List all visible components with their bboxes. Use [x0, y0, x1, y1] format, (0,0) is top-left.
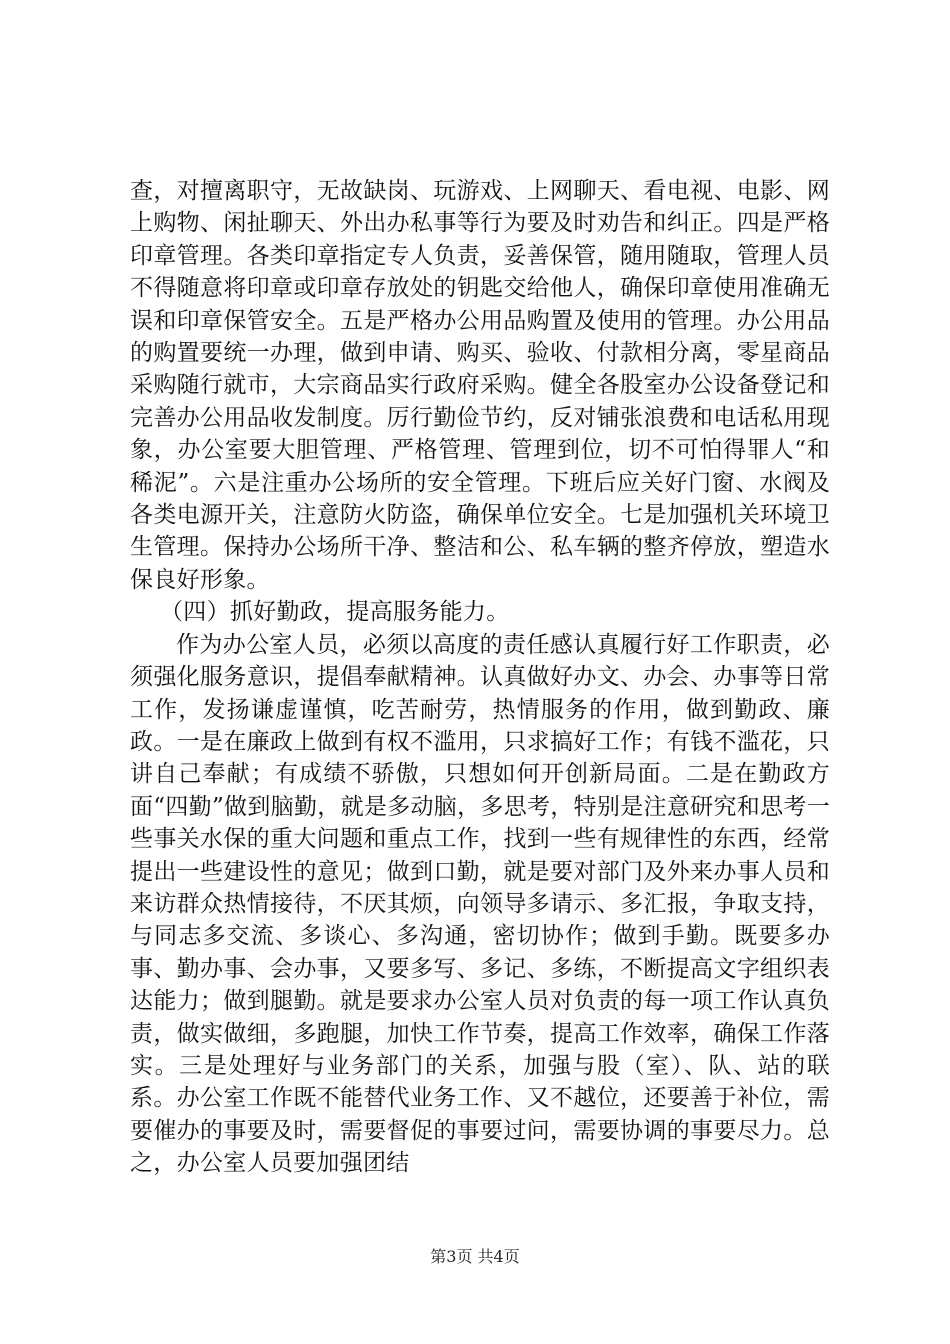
- body-paragraph: 作为办公室人员，必须以高度的责任感认真履行好工作职责，必须强化服务意识，提倡奉献精神。认真做好办文、办会、办事等日常工作，发扬谦虚谨慎，吃苦耐劳，热情服务的作用，做到勤政、廉政。一是在廉政上做到有权不滥用，只求搞好工作；有钱不滥花，只讲自己奉献；有成绩不骄傲，只想如何开创新局面。二是在勤政方面“四勤”做到脑勤，就是多动脑，多思考，特别是注意研究和思考一些事关水保的重大问题和重点工作，找到一些有规律性的东西，经常提出一些建设性的意见；做到口勤，就是要对部门及外来办事人员和来访群众热情接待，不厌其烦，向领导多请示、多汇报，争取支持，与同志多交流、多谈心、多沟通，密切协作；做到手勤。既要多办事、勤办事、会办事，又要多写、多记、多练，不断提高文字组织表达能力；做到腿勤。就是要求办公室人员对负责的每一项工作认真负责，做实做细，多跑腿，加快工作节奏，提高工作效率，确保工作落实。三是处理好与业务部门的关系，加强与股（室）、队、站的联系。办公室工作既不能替代业务工作、又不越位，还要善于补位，需要催办的事要及时，需要督促的事要过问，需要协调的事要尽力。总之，办公室人员要加强团结: [130, 631, 830, 1177]
- document-body: [130, 175, 830, 1180]
- body-paragraph-continued: 查，对擅离职守，无故缺岗、玩游戏、上网聊天、看电视、电影、网上购物、闲扯聊天、外出办私事等行为要及时劝告和纠正。四是严格印章管理。各类印章指定专人负责，妥善保管，随用随取，管理人员不得随意将印章或印章存放处的钥匙交给他人，确保印章使用准确无误和印章保管安全。五是严格办公用品购置及使用的管理。办公用品的购置要统一办理，做到申请、购买、验收、付款相分离，零星商品采购随行就市，大宗商品实行政府采购。健全各股室办公设备登记和完善办公用品收发制度。厉行勤俭节约，反对铺张浪费和电话私用现象，办公室要大胆管理、严格管理、管理到位，切不可怕得罪人“和稀泥”。六是注重办公场所的安全管理。下班后应关好门窗、水阀及各类电源开关，注意防火防盗，确保单位安全。七是加强机关环境卫生管理。保持办公场所干净、整洁和公、私车辆的整齐停放，塑造水保良好形象。: [130, 178, 830, 593]
- section-heading: （四）抓好勤政，提高服务能力。: [160, 599, 510, 626]
- page-footer: 第3页 共4页: [430, 1247, 520, 1266]
